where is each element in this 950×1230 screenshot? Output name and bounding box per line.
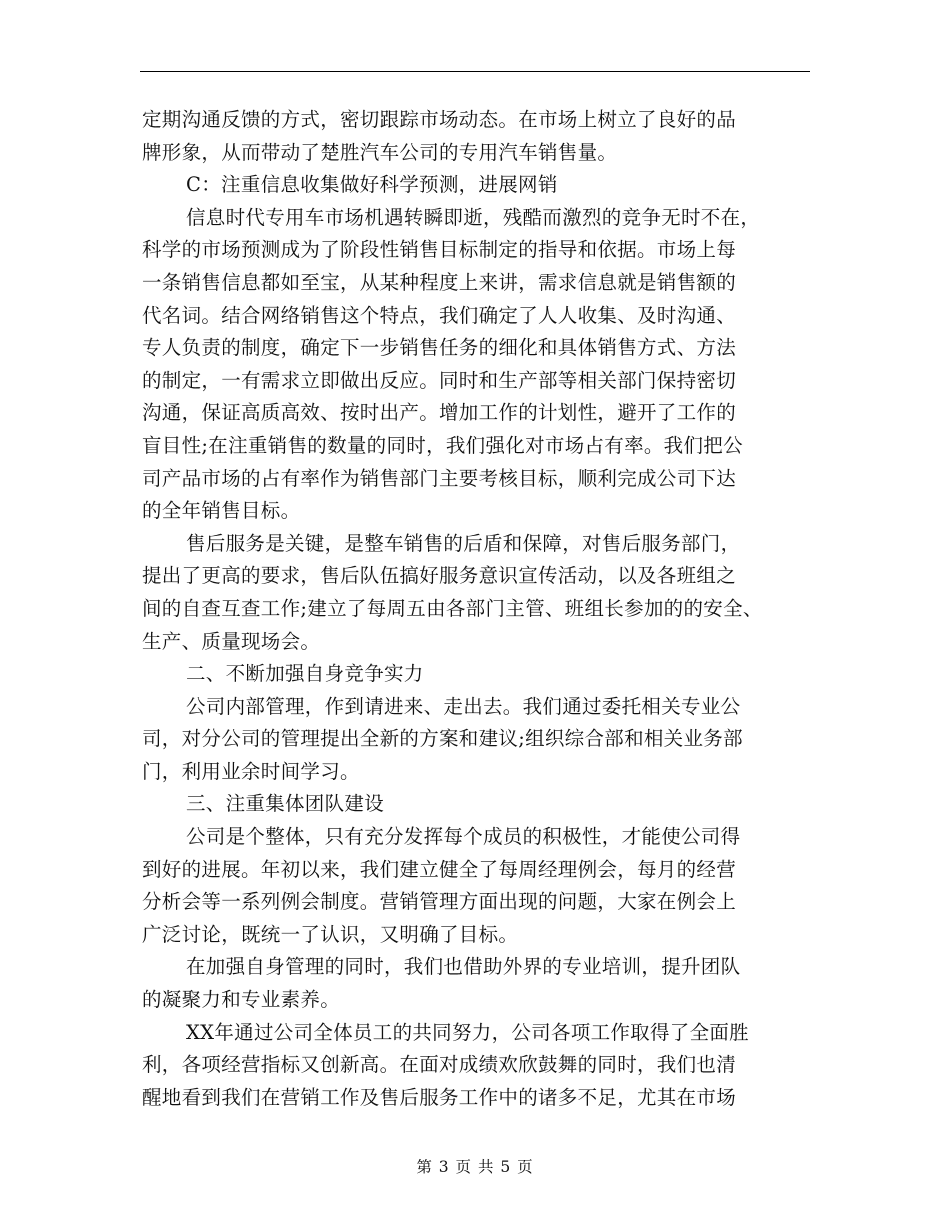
- text-line: 牌形象，从而带动了楚胜汽车公司的专用汽车销售量。: [142, 140, 618, 164]
- text-line: 利，各项经营指标又创新高。在面对成绩欢欣鼓舞的同时，我们也清: [142, 1053, 737, 1077]
- text-line: 的全年销售目标。: [142, 499, 301, 523]
- page-footer: 第 3 页 共 5 页: [416, 1158, 534, 1176]
- text-line: XX年通过公司全体员工的共同努力，公司各项工作取得了全面胜: [186, 1020, 749, 1044]
- section-heading: 三、注重集体团队建设: [186, 792, 385, 816]
- text-line: 科学的市场预测成为了阶段性销售目标制定的指导和依据。市场上每: [142, 238, 737, 262]
- text-line: 定期沟通反馈的方式，密切跟踪市场动态。在市场上树立了良好的品: [142, 108, 737, 131]
- text-line: 一条销售信息都如至宝，从某种程度上来讲，需求信息就是销售额的: [142, 270, 737, 294]
- text-line: 生产、质量现场会。: [142, 629, 321, 653]
- text-line: 到好的进展。年初以来，我们建立健全了每周经理例会，每月的经营: [142, 857, 737, 881]
- text-line: 司，对分公司的管理提出全新的方案和建议;组织综合部和相关业务部: [142, 727, 743, 751]
- text-line: 沟通，保证高质高效、按时出产。增加工作的计划性，避开了工作的: [142, 401, 737, 425]
- text-line: 间的自查互查工作;建立了每周五由各部门主管、班组长参加的的安全、: [142, 596, 763, 620]
- text-line: 售后服务是关键，是整车销售的后盾和保障，对售后服务部门，: [186, 531, 741, 555]
- text-line: 的制定，一有需求立即做出反应。同时和生产部等相关部门保持密切: [142, 368, 737, 392]
- section-heading: 二、不断加强自身竞争实力: [186, 662, 424, 686]
- text-line: C：注重信息收集做好科学预测，进展网销: [186, 173, 558, 197]
- text-line: 的凝聚力和专业素养。: [142, 988, 341, 1012]
- text-line: 公司是个整体，只有充分发挥每个成员的积极性，才能使公司得: [186, 825, 741, 849]
- text-line: 广泛讨论，既统一了认识，又明确了目标。: [142, 922, 519, 946]
- text-line: 盲目性;在注重销售的数量的同时，我们强化对市场占有率。我们把公: [142, 433, 743, 457]
- text-line: 门，利用业余时间学习。: [142, 759, 360, 783]
- document-body: [142, 104, 832, 1114]
- text-line: 分析会等一系列例会制度。营销管理方面出现的问题，大家在例会上: [142, 890, 737, 914]
- text-line: 在加强自身管理的同时，我们也借助外界的专业培训，提升团队: [186, 955, 741, 979]
- text-line: 司产品市场的占有率作为销售部门主要考核目标，顺利完成公司下达: [142, 466, 737, 490]
- text-line: 公司内部管理，作到请进来、走出去。我们通过委托相关专业公: [186, 694, 741, 718]
- text-line: 信息时代专用车市场机遇转瞬即逝，残酷而激烈的竞争无时不在，: [186, 205, 761, 229]
- text-line: 专人负责的制度，确定下一步销售任务的细化和具体销售方式、方法: [142, 336, 737, 360]
- text-line: 提出了更高的要求，售后队伍搞好服务意识宣传活动，以及各班组之: [142, 564, 737, 588]
- text-line: 代名词。结合网络销售这个特点，我们确定了人人收集、及时沟通、: [142, 303, 737, 327]
- text-line: 醒地看到我们在营销工作及售后服务工作中的诸多不足，尤其在市场: [142, 1085, 737, 1109]
- header-rule: [140, 71, 810, 72]
